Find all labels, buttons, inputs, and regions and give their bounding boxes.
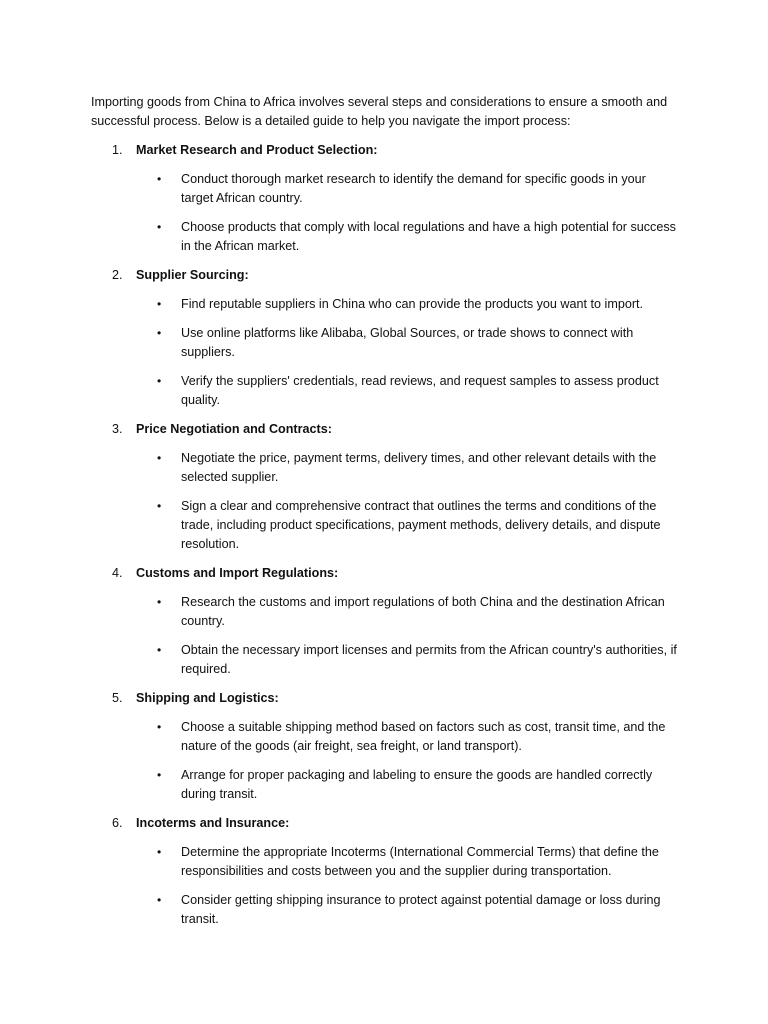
bullet-item bbox=[0, 843, 768, 881]
bullet-item bbox=[0, 324, 768, 362]
section-title: Market Research and Product Selection: bbox=[136, 143, 378, 157]
section-number: 2. bbox=[112, 268, 123, 282]
section-heading bbox=[0, 141, 768, 160]
section-title: Shipping and Logistics: bbox=[136, 691, 279, 705]
bullet-dot-icon: • bbox=[157, 451, 162, 465]
section-title: Supplier Sourcing: bbox=[136, 268, 249, 282]
bullet-text: Choose products that comply with local regulations and have a high potential for success in the African market. bbox=[181, 220, 676, 253]
bullet-list bbox=[0, 170, 768, 256]
bullet-list bbox=[0, 295, 768, 410]
section-4 bbox=[0, 564, 768, 679]
bullet-item bbox=[0, 641, 768, 679]
bullet-text: Negotiate the price, payment terms, delivery times, and other relevant details with the selected supplier. bbox=[181, 451, 657, 484]
bullet-dot-icon: • bbox=[157, 374, 162, 388]
bullet-text: Determine the appropriate Incoterms (International Commercial Terms) that define the responsibilities and costs between you and the supplier during transportation. bbox=[181, 845, 659, 878]
bullet-item bbox=[0, 497, 768, 554]
bullet-dot-icon: • bbox=[157, 595, 162, 609]
bullet-item bbox=[0, 449, 768, 487]
bullet-text: Use online platforms like Alibaba, Global Sources, or trade shows to connect with suppliers. bbox=[181, 326, 634, 359]
bullet-item bbox=[0, 891, 768, 929]
section-6 bbox=[0, 814, 768, 929]
section-heading bbox=[0, 420, 768, 439]
bullet-dot-icon: • bbox=[157, 768, 162, 782]
section-title: Price Negotiation and Contracts: bbox=[136, 422, 332, 436]
bullet-dot-icon: • bbox=[157, 220, 162, 234]
section-number: 4. bbox=[112, 566, 123, 580]
bullet-text: Consider getting shipping insurance to protect against potential damage or loss during transit. bbox=[181, 893, 661, 926]
section-title: Incoterms and Insurance: bbox=[136, 816, 290, 830]
bullet-item bbox=[0, 593, 768, 631]
section-number: 5. bbox=[112, 691, 123, 705]
bullet-text: Arrange for proper packaging and labeling to ensure the goods are handled correctly during transit. bbox=[181, 768, 653, 801]
numbered-section-list bbox=[0, 141, 768, 939]
section-number: 1. bbox=[112, 143, 123, 157]
bullet-item bbox=[0, 170, 768, 208]
bullet-dot-icon: • bbox=[157, 893, 162, 907]
bullet-text: Obtain the necessary import licenses and permits from the African country's authorities, if required. bbox=[181, 643, 677, 676]
bullet-list bbox=[0, 593, 768, 679]
bullet-text: Find reputable suppliers in China who can provide the products you want to import. bbox=[181, 297, 644, 311]
section-5 bbox=[0, 689, 768, 804]
bullet-dot-icon: • bbox=[157, 643, 162, 657]
bullet-item bbox=[0, 218, 768, 256]
bullet-dot-icon: • bbox=[157, 720, 162, 734]
bullet-list bbox=[0, 718, 768, 804]
section-number: 3. bbox=[112, 422, 123, 436]
section-heading bbox=[0, 564, 768, 583]
section-number: 6. bbox=[112, 816, 123, 830]
bullet-text: Conduct thorough market research to identify the demand for specific goods in your target African country. bbox=[181, 172, 646, 205]
section-2 bbox=[0, 266, 768, 410]
section-1 bbox=[0, 141, 768, 256]
bullet-dot-icon: • bbox=[157, 326, 162, 340]
section-heading bbox=[0, 814, 768, 833]
bullet-text: Verify the suppliers' credentials, read reviews, and request samples to assess product quality. bbox=[181, 374, 659, 407]
bullet-list bbox=[0, 449, 768, 554]
bullet-dot-icon: • bbox=[157, 297, 162, 311]
bullet-item bbox=[0, 372, 768, 410]
section-heading bbox=[0, 266, 768, 285]
bullet-text: Research the customs and import regulations of both China and the destination African country. bbox=[181, 595, 665, 628]
section-heading bbox=[0, 689, 768, 708]
intro-paragraph: Importing goods from China to Africa involves several steps and considerations to ensure a smooth and successful process. Below is a detailed guide to help you navigate the import process: bbox=[91, 95, 668, 128]
bullet-dot-icon: • bbox=[157, 172, 162, 186]
bullet-item bbox=[0, 295, 768, 314]
bullet-text: Choose a suitable shipping method based on factors such as cost, transit time, and the nature of the goods (air freight, sea freight, or land transport). bbox=[181, 720, 666, 753]
bullet-dot-icon: • bbox=[157, 845, 162, 859]
bullet-item bbox=[0, 718, 768, 756]
bullet-item bbox=[0, 766, 768, 804]
section-title: Customs and Import Regulations: bbox=[136, 566, 339, 580]
bullet-text: Sign a clear and comprehensive contract that outlines the terms and conditions of the trade, including product specifications, payment methods, delivery details, and dispute resolution. bbox=[181, 499, 661, 551]
bullet-list bbox=[0, 843, 768, 929]
bullet-dot-icon: • bbox=[157, 499, 162, 513]
section-3 bbox=[0, 420, 768, 554]
